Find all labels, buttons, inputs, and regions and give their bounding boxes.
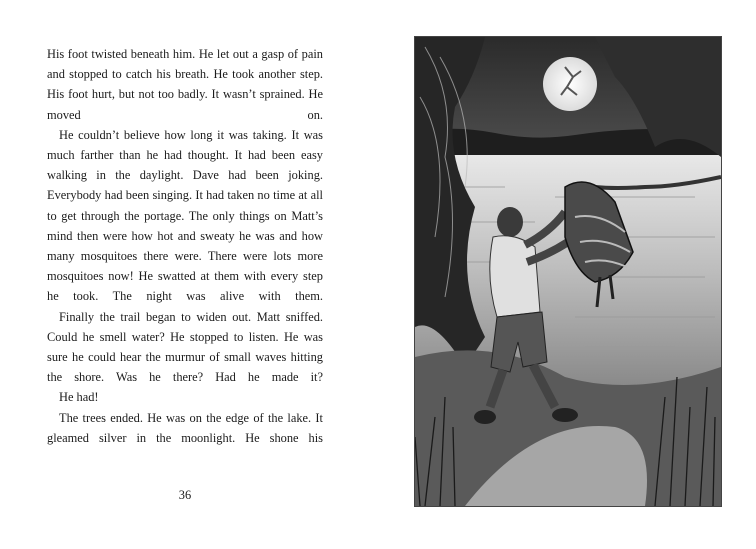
paragraph: He had!	[59, 390, 99, 405]
moon	[543, 57, 597, 111]
boy-shoe-right	[552, 408, 578, 422]
boy-head	[497, 207, 523, 237]
boy-with-backpack-by-lake-illustration	[414, 36, 722, 507]
paragraph: The trees ended. He was on the edge of the lake. It gleamed silver in the moonlight. He shone his	[47, 410, 323, 445]
paragraph: Finally the trail began to widen out. Matt sniffed. Could he smell water? He stopped to listen. He was sure he could hear the murmur of small waves hitting the shore. Was he there? Had he made it?	[47, 309, 323, 385]
page-text	[47, 44, 323, 448]
page-number: 36	[178, 488, 192, 502]
boy-shirt	[490, 236, 540, 317]
paragraph: He couldn’t believe how long it was taking. It was much farther than he had thought. It had been easy walking in the daylight. Dave had been joking. Everybody had been singing. It had taken no time at all to get through the portage. The only things on Matt’s mind then were how hot and sweaty he was and how many mosquitoes there were. There were lots more mosquitoes now! He swatted at them with every step he took. The night was alive with them.	[47, 127, 323, 304]
paragraph: His foot twisted beneath him. He let out a gasp of pain and stopped to catch his breath. He took another step. His foot hurt, but not too badly. It wasn’t sprained. He moved on.	[47, 47, 323, 122]
boy-shoe-left	[474, 410, 496, 424]
